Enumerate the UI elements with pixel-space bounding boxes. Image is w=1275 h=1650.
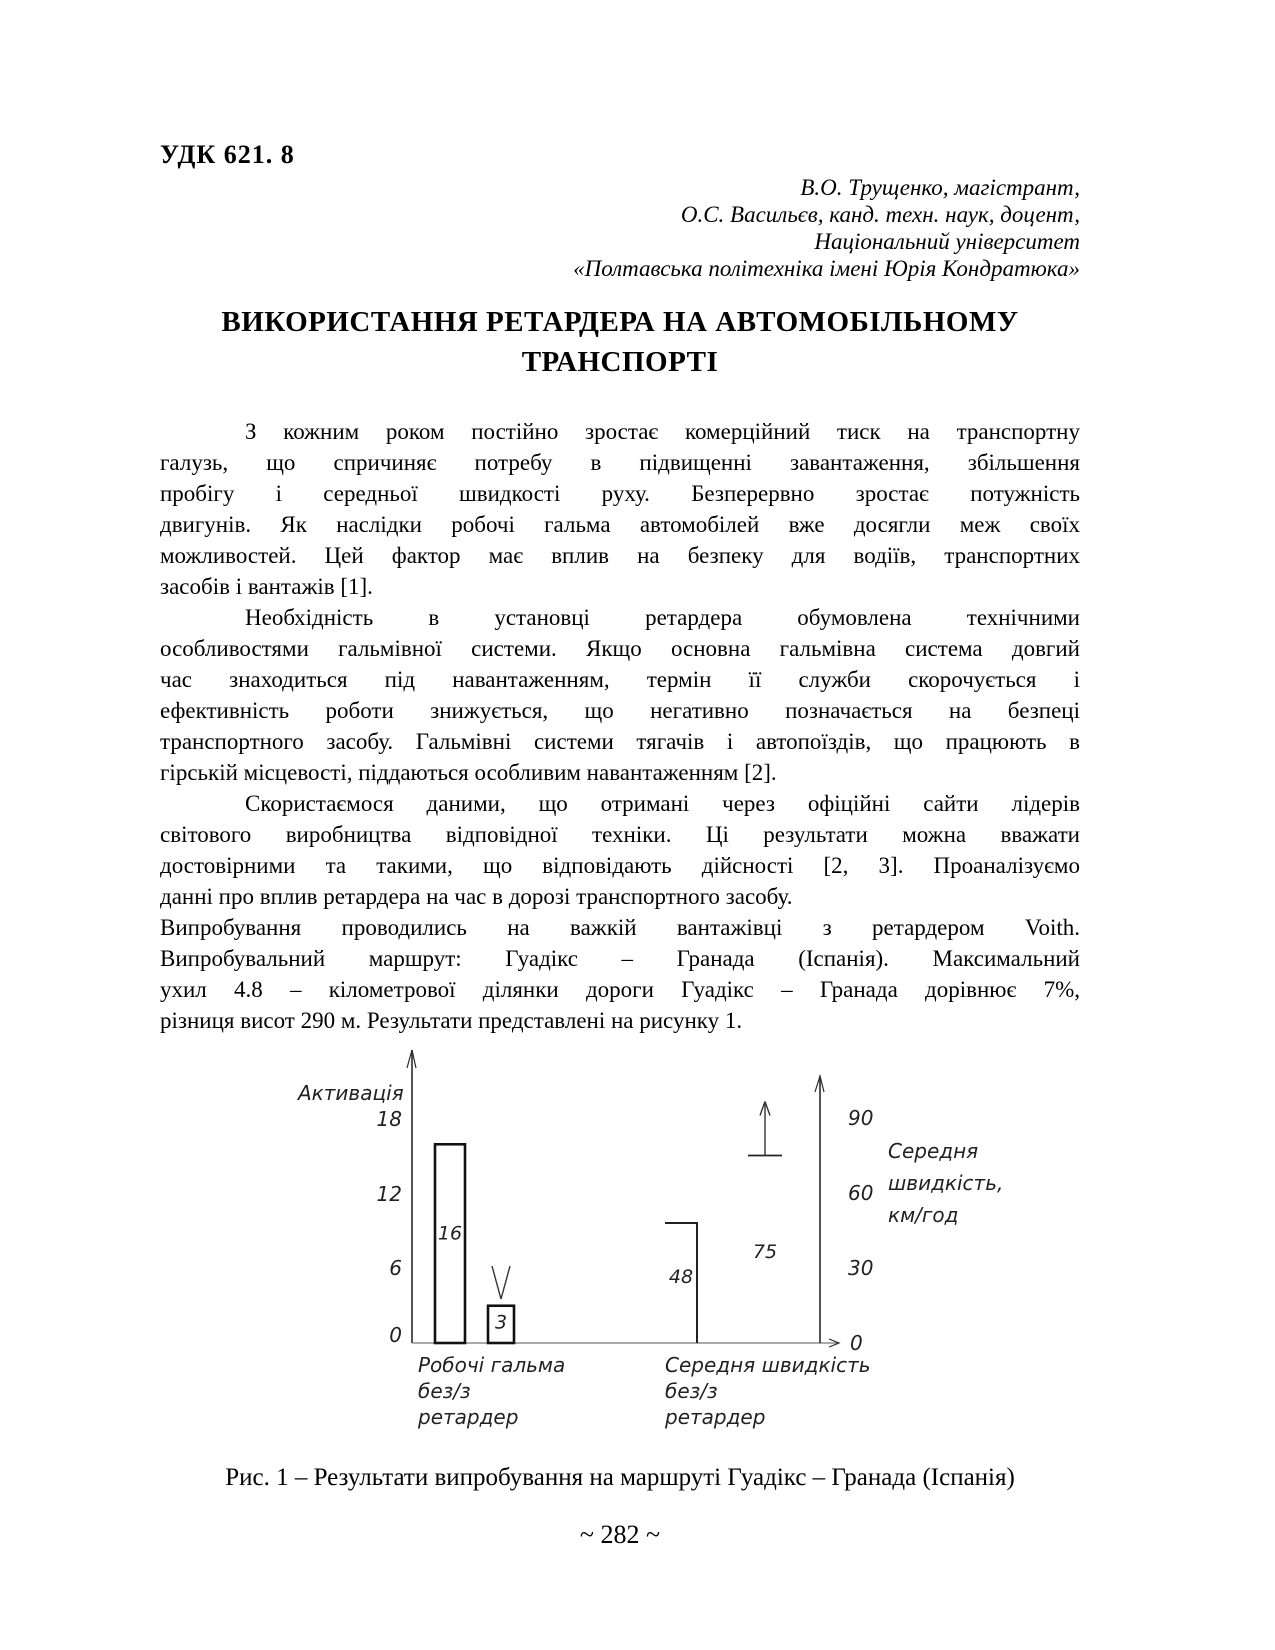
text-line: різниця висот 290 м. Результати представлені на рисунку 1.: [160, 1008, 743, 1033]
right-axis-title-line: швидкість,: [888, 1171, 1004, 1195]
article-title-line: ТРАНСПОРТІ: [521, 346, 719, 378]
left-axis-tick-label: 18: [376, 1107, 402, 1131]
article-title: [160, 302, 1080, 382]
right-axis-tick-label: 30: [848, 1256, 874, 1280]
left-axis-title: Активація: [298, 1081, 404, 1105]
right-axis-tick-label: 60: [848, 1181, 874, 1205]
text-line: час знаходиться під навантаженням, термін її служби скорочується і: [160, 667, 1080, 692]
left-axis-tick-label: 6: [389, 1256, 402, 1280]
bar-value-label: 48: [668, 1266, 694, 1288]
down-arrow-icon: [492, 1266, 501, 1299]
text-line: світового виробництва відповідної техніки. Ці результати можна вважати: [160, 822, 1080, 847]
right-axis-tick-label: 90: [848, 1106, 874, 1130]
author-block: [160, 174, 1080, 282]
group-label-line: Робочі гальма: [418, 1353, 566, 1377]
right-axis-title-line: км/год: [888, 1203, 959, 1227]
bar-value-label: 75: [752, 1241, 778, 1263]
group-label-line: без/з: [665, 1379, 718, 1403]
up-arrow-icon: [765, 1102, 770, 1116]
text-line: ухил 4.8 – кілометрової ділянки дороги Гуадікс – Гранада дорівнює 7%,: [160, 977, 1080, 1002]
down-arrow-icon: [501, 1266, 510, 1299]
bars-group: [435, 1102, 782, 1344]
group-label-line: Середня швидкість: [665, 1353, 871, 1377]
article-title-line: ВИКОРИСТАННЯ РЕТАРДЕРА НА АВТОМОБІЛЬНОМУ: [221, 306, 1019, 338]
text-line: особливостями гальмівної системи. Якщо основна гальмівна система довгий: [160, 636, 1080, 661]
bar-chart: [160, 1040, 1080, 1440]
figure-caption: Рис. 1 – Результати випробування на маршруті Гуадікс – Гранада (Іспанія): [225, 1464, 1015, 1491]
body-text: [160, 416, 1080, 1036]
right-axis-title-line: Середня: [888, 1139, 979, 1163]
text-line: достовірними та такими, що відповідають дійсності [2, 3]. Проаналізуємо: [160, 853, 1080, 878]
bar-value-label: 3: [494, 1311, 508, 1334]
group-label-line: ретардер: [418, 1405, 519, 1429]
right-axis-tick-label: 0: [850, 1331, 863, 1355]
text-line: галузь, що спричиняє потребу в підвищенні завантаження, збільшення: [160, 450, 1080, 475]
udc-code: УДК 621. 8: [160, 140, 295, 169]
text-line: данні про вплив ретардера на час в дорозі транспортного засобу.: [160, 884, 793, 909]
text-line: Необхідність в установці ретардера обумовлена технічними: [245, 605, 1080, 630]
figure-1: [160, 1040, 1080, 1440]
author-line: О.С. Васильєв, канд. техн. наук, доцент,: [680, 202, 1080, 227]
group-label-line: без/з: [418, 1379, 471, 1403]
bar-value-label: 16: [437, 1222, 463, 1245]
text-line: ефективність роботи знижується, що негативно позначається на безпеці: [160, 698, 1080, 723]
left-axis-tick-label: 0: [389, 1323, 402, 1347]
text-line: двигунів. Як наслідки робочі гальма автомобілей вже досягли меж своїх: [160, 512, 1080, 537]
text-line: З кожним роком постійно зростає комерційний тиск на транспортну: [245, 419, 1080, 444]
text-line: гірській місцевості, піддаються особливим навантаженням [2].: [160, 760, 777, 785]
group-label-line: ретардер: [665, 1405, 766, 1429]
up-arrow-icon: [760, 1102, 765, 1116]
text-line: можливостей. Цей фактор має вплив на безпеку для водіїв, транспортних: [160, 543, 1080, 568]
text-line: засобів і вантажів [1].: [160, 574, 373, 599]
text-line: Скористаємося даними, що отримані через офіційні сайти лідерів: [245, 791, 1080, 816]
text-line: Випробувальний маршрут: Гуадікс – Гранада (Іспанія). Максимальний: [160, 946, 1080, 971]
page-number: ~ 282 ~: [579, 1520, 661, 1549]
affiliation-line: Національний університет: [814, 229, 1080, 254]
author-line: В.О. Трущенко, магістрант,: [800, 175, 1080, 200]
affiliation-line: «Полтавська політехніка імені Юрія Кондратюка»: [573, 256, 1080, 281]
text-line: пробігу і середньої швидкості руху. Безперервно зростає потужність: [160, 481, 1080, 506]
text-line: Випробування проводились на важкій вантажівці з ретардером Voith.: [160, 915, 1080, 940]
left-axis-tick-label: 12: [376, 1182, 402, 1206]
text-line: транспортного засобу. Гальмівні системи тягачів і автопоїздів, що працюють в: [160, 729, 1080, 754]
